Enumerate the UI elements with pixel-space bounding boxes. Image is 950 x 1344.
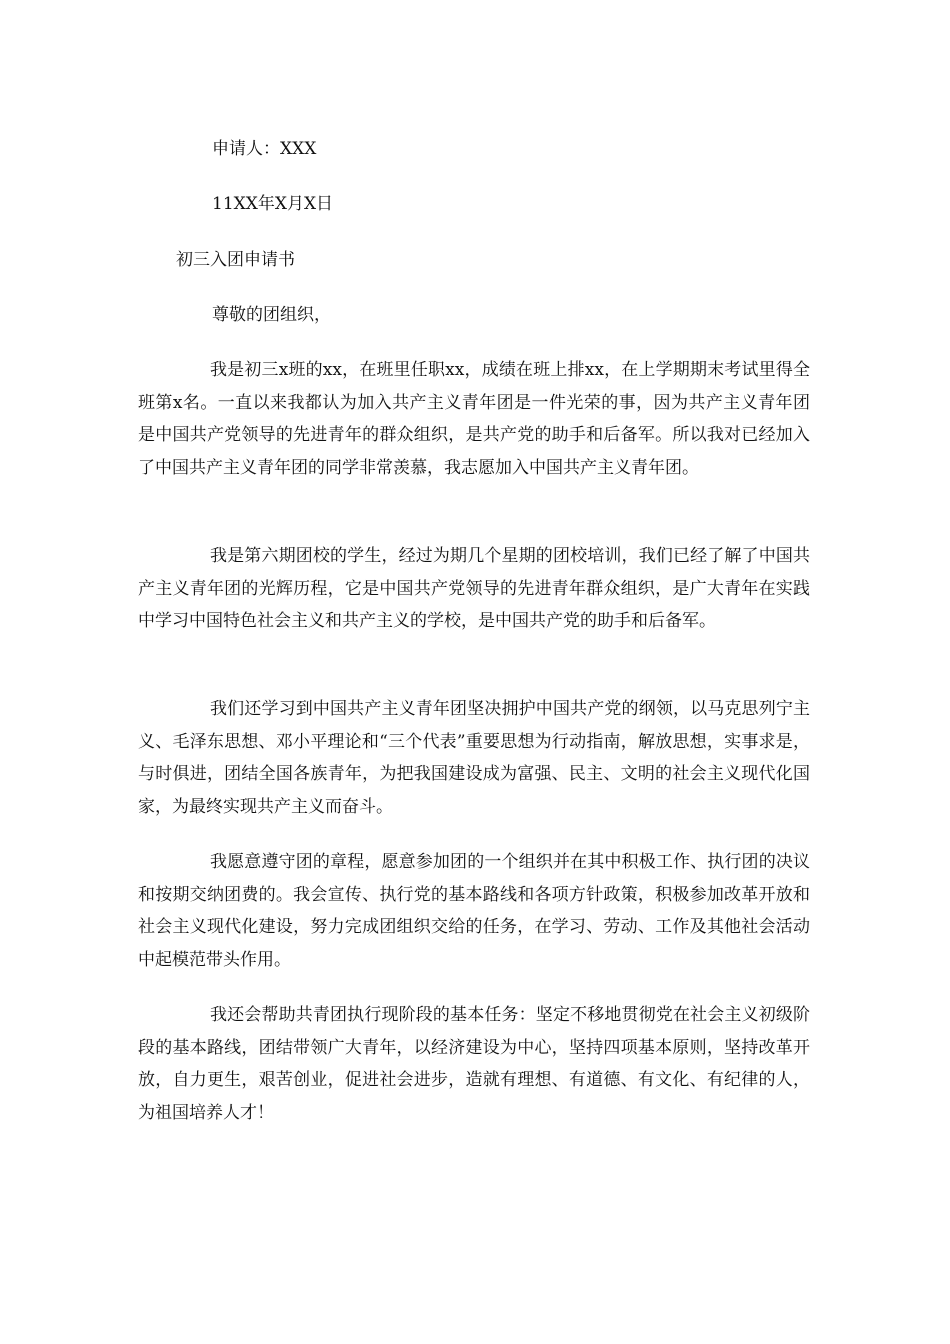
salutation: 尊敬的团组织， (212, 305, 331, 325)
paragraph-2: 我是第六期团校的学生，经过为期几个星期的团校培训，我们已经了解了中国共产主义青年团的光辉历程，它是中国共产党领导的先进青年群众组织，是广大青年在实践中学习中国特色社会主义和共产主义的学校，是中国共产党的助手和后备军。 (138, 546, 810, 631)
paragraph-4: 我愿意遵守团的章程，愿意参加团的一个组织并在其中积极工作、执行团的决议和按期交纳团费的。我会宣传、执行党的基本路线和各项方针政策，积极参加改革开放和社会主义现代化建设，努力完成团组织交给的任务，在学习、劳动、工作及其他社会活动中起模范带头作用。 (138, 852, 810, 970)
applicant-line: 申请人：XXX (212, 139, 317, 159)
document-title: 初三入团申请书 (176, 250, 295, 270)
date-line: 11XX年X月X日 (212, 194, 334, 214)
paragraph-5: 我还会帮助共青团执行现阶段的基本任务：坚定不移地贯彻党在社会主义初级阶段的基本路线，团结带领广大青年，以经济建设为中心，坚持四项基本原则，坚持改革开放，自力更生，艰苦创业，促进社会进步，造就有理想、有道德、有文化、有纪律的人，为祖国培养人才！ (138, 1005, 810, 1123)
paragraph-1: 我是初三x班的xx，在班里任职xx，成绩在班上排xx，在上学期期末考试里得全班第x名。一直以来我都认为加入共产主义青年团是一件光荣的事，因为共产主义青年团是中国共产党领导的先进青年的群众组织，是共产党的助手和后备军。所以我对已经加入了中国共产主义青年团的同学非常羡慕，我志愿加入中国共产主义青年团。 (138, 360, 810, 478)
paragraph-3: 我们还学习到中国共产主义青年团坚决拥护中国共产党的纲领，以马克思列宁主义、毛泽东思想、邓小平理论和“三个代表”重要思想为行动指南，解放思想，实事求是，与时俱进，团结全国各族青年，为把我国建设成为富强、民主、文明的社会主义现代化国家，为最终实现共产主义而奋斗。 (138, 699, 810, 817)
